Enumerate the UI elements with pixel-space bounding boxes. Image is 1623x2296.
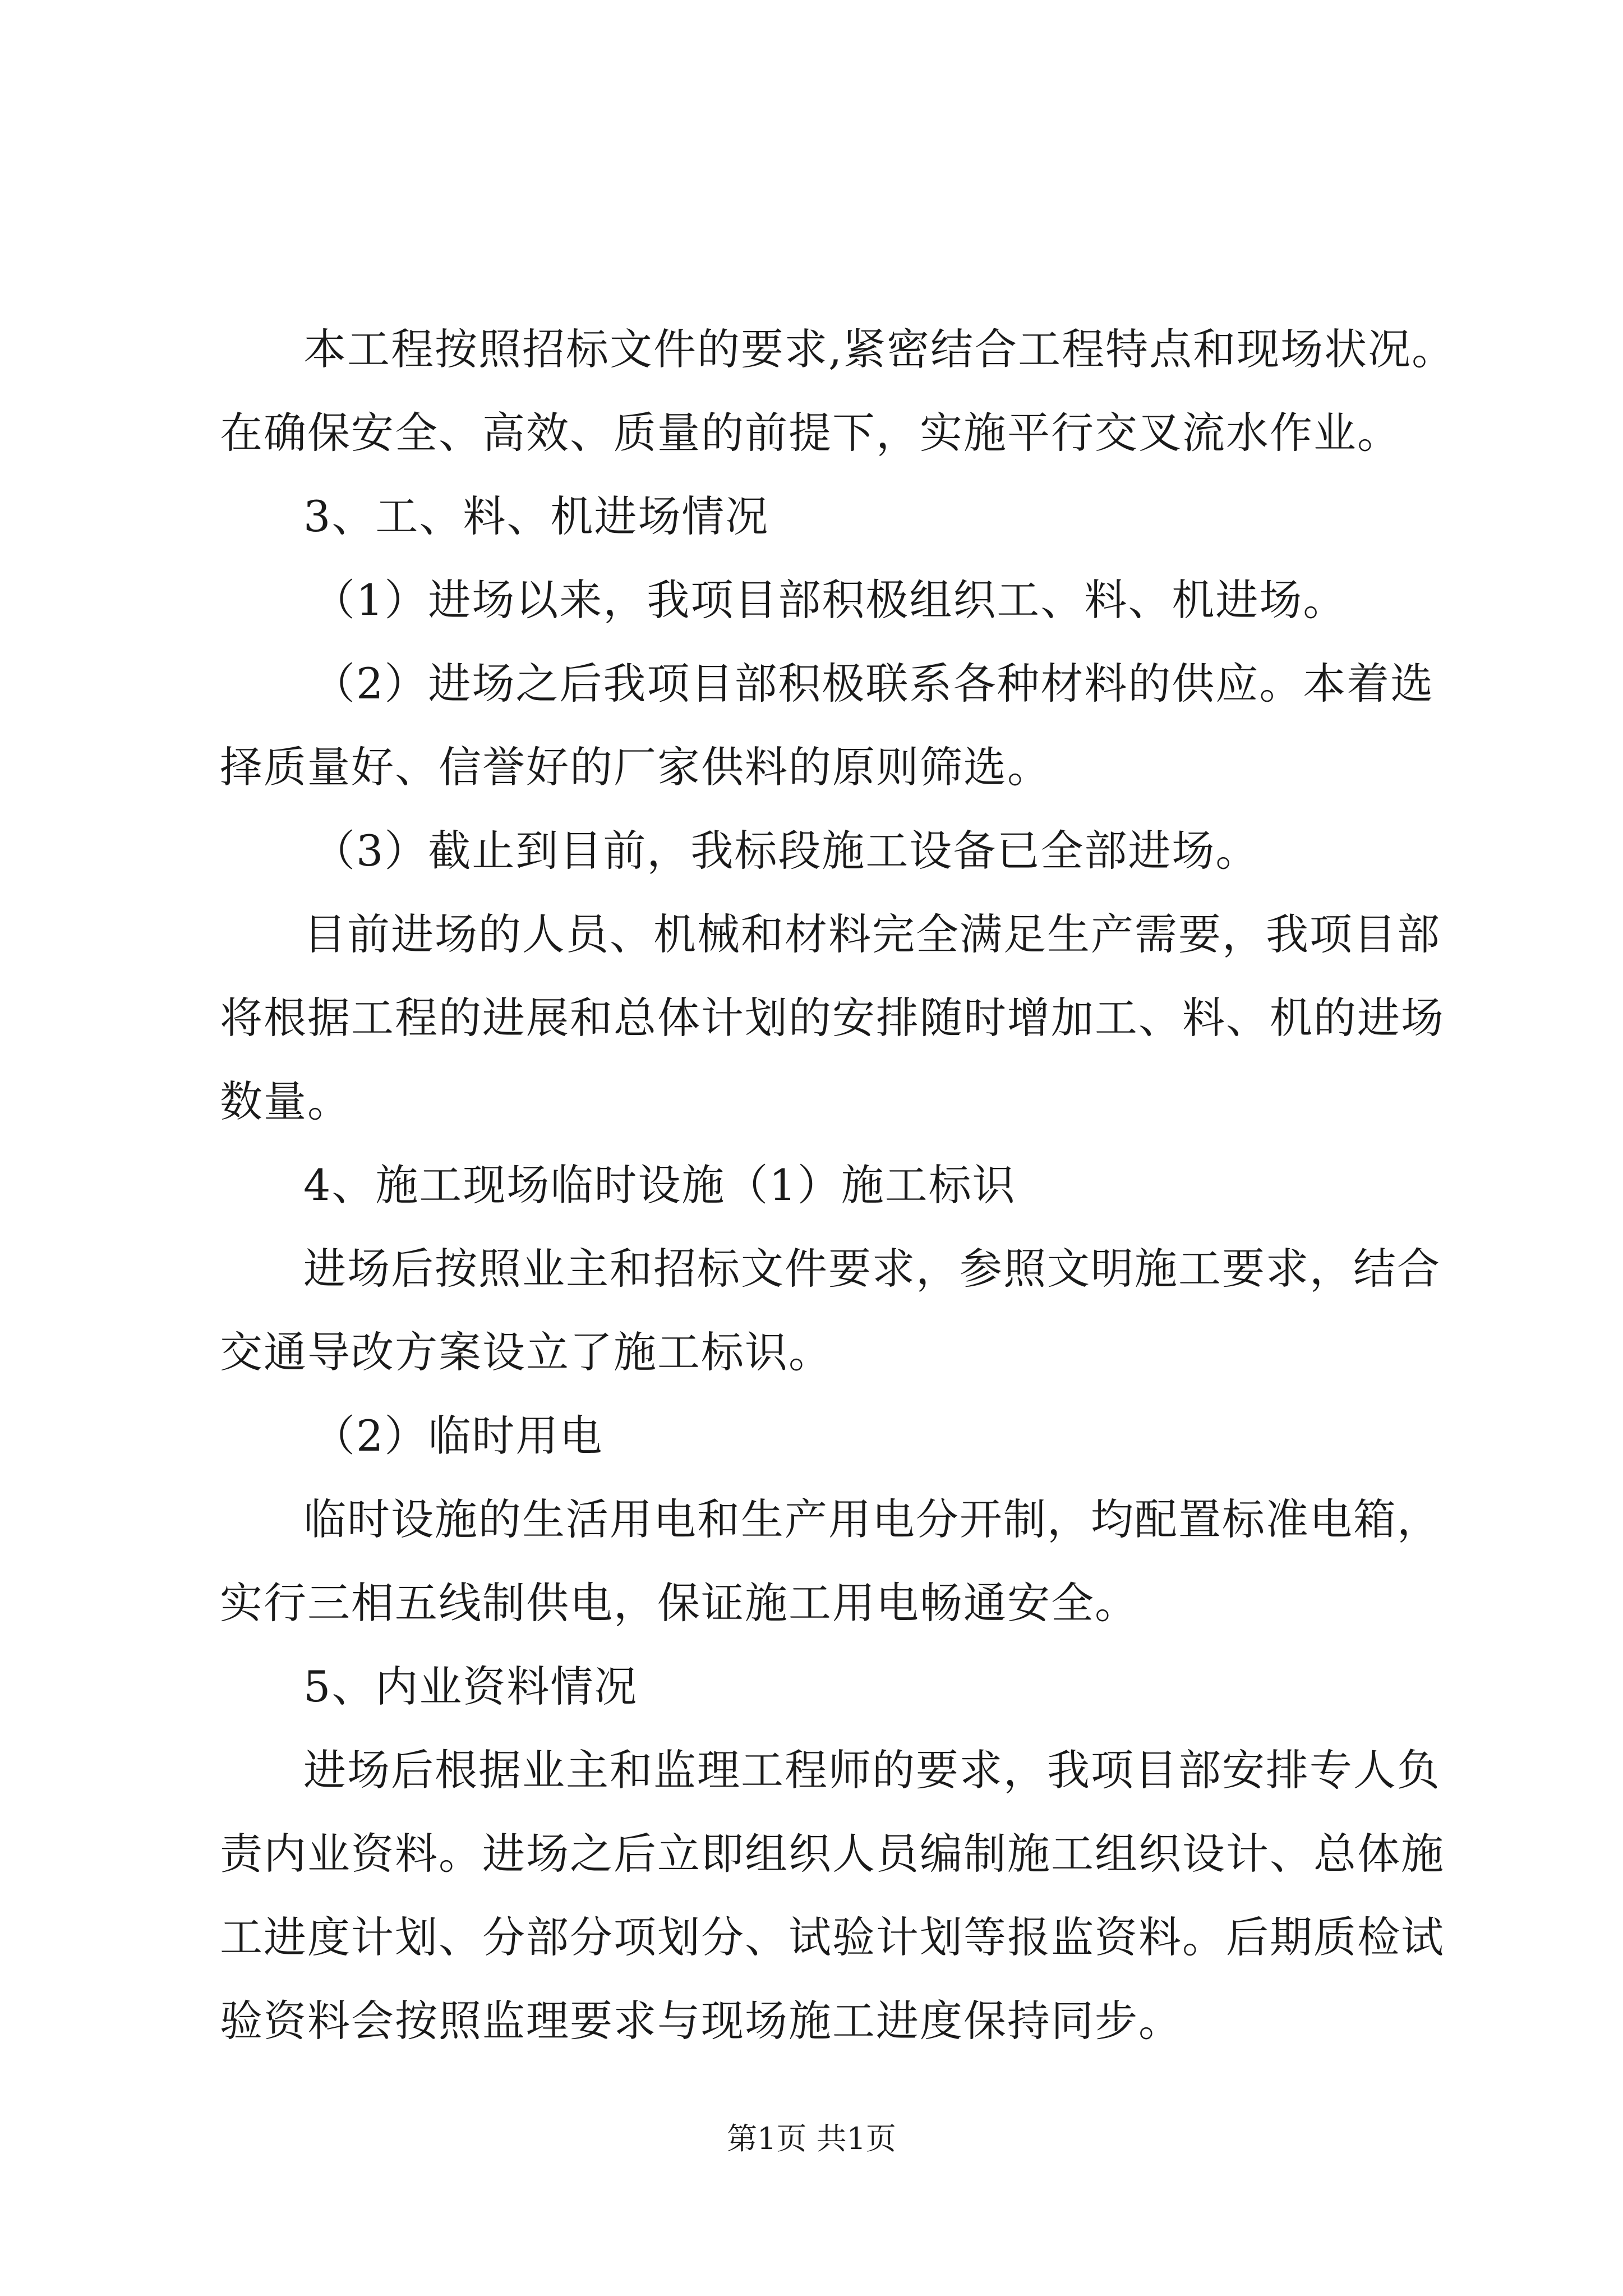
text-line: 工进度计划、分部分项划分、试验计划等报监资料。后期质检试	[220, 1912, 1445, 1962]
paragraph	[220, 809, 1442, 892]
text-line: 5、内业资料情况	[303, 1662, 638, 1711]
paragraph	[220, 1645, 1442, 1728]
text-line: （2）临时用电	[312, 1411, 603, 1461]
text-line: 临时设施的生活用电和生产用电分开制，均配置标准电箱，	[303, 1494, 1441, 1544]
text-line: 目前进场的人员、机械和材料完全满足生产需要，我项目部	[303, 909, 1441, 959]
text-line: 4、施工现场临时设施（1）施工标识	[303, 1160, 1016, 1210]
text-line: 进场后根据业主和监理工程师的要求，我项目部安排专人负	[303, 1745, 1441, 1795]
text-line: 责内业资料。进场之后立即组织人员编制施工组织设计、总体施	[220, 1829, 1445, 1879]
text-line: 3、工、料、机进场情况	[303, 491, 769, 541]
paragraph	[220, 558, 1442, 642]
paragraph	[220, 1143, 1442, 1227]
document-body	[220, 307, 1456, 2063]
text-line: 在确保安全、高效、质量的前提下，实施平行交叉流水作业。	[220, 408, 1401, 458]
paragraph	[220, 642, 1442, 809]
paragraph	[220, 475, 1442, 558]
text-line: （3）截止到目前，我标段施工设备已全部进场。	[312, 826, 1260, 876]
text-line: （1）进场以来，我项目部积极组织工、料、机进场。	[312, 575, 1347, 625]
text-line: 进场后按照业主和招标文件要求，参照文明施工要求，结合	[303, 1244, 1441, 1294]
text-line: （2）进场之后我项目部积极联系各种材料的供应。本着选	[312, 659, 1435, 708]
text-line: 交通导改方案设立了施工标识。	[220, 1327, 832, 1377]
text-line: 择质量好、信誉好的厂家供料的原则筛选。	[220, 742, 1051, 792]
paragraph	[220, 1227, 1442, 1394]
text-line: 数量。	[220, 1076, 351, 1126]
paragraph	[220, 307, 1456, 475]
text-line: 将根据工程的进展和总体计划的安排随时增加工、料、机的进场	[220, 993, 1445, 1043]
paragraph	[220, 1394, 1442, 1478]
paragraph	[220, 1728, 1445, 2063]
page-footer: 第1页 共1页	[727, 2121, 896, 2156]
text-line: 实行三相五线制供电，保证施工用电畅通安全。	[220, 1578, 1138, 1628]
paragraph	[220, 1478, 1442, 1645]
text-line: 验资料会按照监理要求与现场施工进度保持同步。	[220, 1996, 1182, 2046]
paragraph	[220, 892, 1445, 1143]
text-line: 本工程按照招标文件的要求,紧密结合工程特点和现场状况。	[303, 324, 1456, 374]
